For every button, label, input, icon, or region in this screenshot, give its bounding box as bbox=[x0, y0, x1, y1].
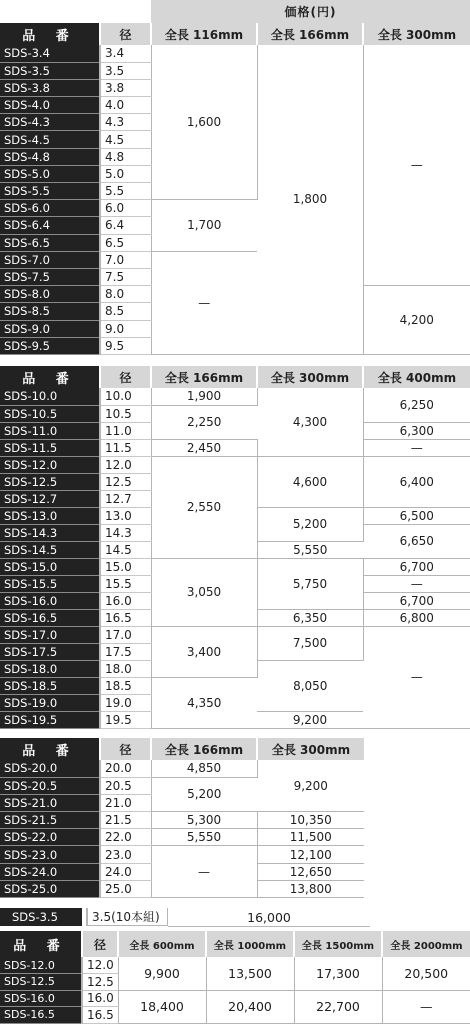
diameter: 18.5 bbox=[100, 677, 151, 694]
diameter: 6.0 bbox=[100, 200, 151, 217]
part-number: SDS-15.5 bbox=[0, 575, 100, 592]
diameter: 8.0 bbox=[100, 286, 151, 303]
price-cell: 9,200 bbox=[257, 760, 364, 812]
part-number: SDS-4.8 bbox=[0, 148, 100, 165]
price-cell: 13,800 bbox=[257, 880, 364, 897]
diameter: 18.0 bbox=[100, 660, 151, 677]
part-number: SDS-16.0 bbox=[0, 592, 100, 609]
diameter: 16.0 bbox=[82, 990, 118, 1007]
price-cell: 6,700 bbox=[363, 592, 470, 609]
price-cell: 17,300 bbox=[294, 957, 382, 990]
diameter: 12.0 bbox=[82, 957, 118, 974]
price-cell: 10,350 bbox=[257, 812, 364, 829]
header-length: 全長 300mm bbox=[257, 738, 364, 760]
table-row bbox=[0, 45, 470, 62]
diameter: 16.5 bbox=[100, 609, 151, 626]
diameter: 3.4 bbox=[100, 45, 151, 62]
part-number: SDS-16.5 bbox=[0, 1007, 82, 1024]
price-cell: 6,250 bbox=[363, 388, 470, 422]
header-length: 全長 166mm bbox=[151, 366, 257, 388]
diameter: 9.5 bbox=[100, 337, 151, 354]
part-number: SDS-11.5 bbox=[0, 439, 100, 456]
price-cell: 4,200 bbox=[363, 286, 470, 355]
header-length: 全長 300mm bbox=[257, 366, 363, 388]
part-number: SDS-15.0 bbox=[0, 558, 100, 575]
part-number: SDS-17.0 bbox=[0, 626, 100, 643]
price-cell: 4,300 bbox=[257, 388, 363, 456]
set-diameter: 3.5(10本組) bbox=[86, 908, 168, 926]
diameter: 16.0 bbox=[100, 592, 151, 609]
part-number: SDS-20.5 bbox=[0, 777, 100, 794]
price-cell: 13,500 bbox=[206, 957, 294, 990]
part-number: SDS-16.0 bbox=[0, 990, 82, 1007]
diameter: 15.5 bbox=[100, 575, 151, 592]
part-number: SDS-21.5 bbox=[0, 812, 100, 829]
price-cell: 5,300 bbox=[151, 812, 257, 829]
diameter: 4.8 bbox=[100, 148, 151, 165]
price-cell: 9,200 bbox=[257, 711, 363, 728]
diameter: 22.0 bbox=[100, 829, 151, 846]
price-cell: 18,400 bbox=[118, 990, 206, 1023]
part-number: SDS-3.4 bbox=[0, 45, 100, 62]
diameter: 19.0 bbox=[100, 694, 151, 711]
part-number: SDS-12.0 bbox=[0, 957, 82, 974]
price-cell: 4,350 bbox=[151, 677, 257, 728]
header-diameter: 径 bbox=[100, 23, 151, 45]
price-cell: 12,650 bbox=[257, 863, 364, 880]
price-cell: — bbox=[363, 575, 470, 592]
diameter: 17.5 bbox=[100, 643, 151, 660]
diameter: 20.0 bbox=[100, 760, 151, 777]
diameter: 5.0 bbox=[100, 165, 151, 182]
part-number: SDS-3.5 bbox=[0, 62, 100, 79]
price-cell: 11,500 bbox=[257, 829, 364, 846]
part-number: SDS-16.5 bbox=[0, 609, 100, 626]
part-number: SDS-10.0 bbox=[0, 388, 100, 405]
price-cell: — bbox=[363, 439, 470, 456]
diameter: 7.5 bbox=[100, 268, 151, 285]
part-number: SDS-12.0 bbox=[0, 456, 100, 473]
price-cell: 2,550 bbox=[151, 456, 257, 558]
price-cell: 6,800 bbox=[363, 609, 470, 626]
header-length: 全長 1500mm bbox=[294, 931, 382, 957]
price-cell: 1,600 bbox=[151, 45, 257, 200]
diameter: 12.5 bbox=[82, 974, 118, 991]
table-row bbox=[0, 812, 364, 829]
diameter: 12.0 bbox=[100, 456, 151, 473]
part-number: SDS-17.5 bbox=[0, 643, 100, 660]
header-length: 全長 1000mm bbox=[206, 931, 294, 957]
part-number: SDS-21.0 bbox=[0, 794, 100, 811]
header-part-number: 品 番 bbox=[0, 738, 100, 760]
diameter: 8.5 bbox=[100, 303, 151, 320]
part-number: SDS-24.0 bbox=[0, 863, 100, 880]
part-number: SDS-9.0 bbox=[0, 320, 100, 337]
price-cell: 7,500 bbox=[257, 626, 363, 660]
diameter: 15.0 bbox=[100, 558, 151, 575]
price-cell: 1,700 bbox=[151, 200, 257, 252]
price-table-1 bbox=[0, 23, 470, 355]
header-length: 全長 116mm bbox=[151, 23, 257, 45]
diameter: 17.0 bbox=[100, 626, 151, 643]
diameter: 6.4 bbox=[100, 217, 151, 234]
part-number: SDS-10.5 bbox=[0, 405, 100, 422]
part-number: SDS-5.5 bbox=[0, 183, 100, 200]
header-length: 全長 600mm bbox=[118, 931, 206, 957]
header-length: 全長 166mm bbox=[257, 23, 363, 45]
price-cell: 9,900 bbox=[118, 957, 206, 990]
part-number: SDS-25.0 bbox=[0, 880, 100, 897]
price-cell: 6,400 bbox=[363, 456, 470, 507]
header-part-number: 品 番 bbox=[0, 23, 100, 45]
part-number: SDS-8.5 bbox=[0, 303, 100, 320]
diameter: 21.5 bbox=[100, 812, 151, 829]
price-cell: — bbox=[382, 990, 470, 1023]
price-cell: — bbox=[363, 626, 470, 728]
price-header: 価格(円) bbox=[151, 0, 470, 23]
part-number: SDS-12.7 bbox=[0, 490, 100, 507]
diameter: 10.0 bbox=[100, 388, 151, 405]
price-cell: 2,250 bbox=[151, 405, 257, 439]
set-name: SDS-3.5 bbox=[0, 908, 82, 926]
diameter: 12.5 bbox=[100, 473, 151, 490]
diameter: 13.0 bbox=[100, 507, 151, 524]
price-cell: 2,450 bbox=[151, 439, 257, 456]
price-cell: 12,100 bbox=[257, 846, 364, 863]
part-number: SDS-22.0 bbox=[0, 829, 100, 846]
price-cell: 1,800 bbox=[257, 45, 363, 354]
price-cell: 5,200 bbox=[151, 777, 257, 811]
table-row bbox=[0, 990, 470, 1007]
price-cell: 20,400 bbox=[206, 990, 294, 1023]
part-number: SDS-11.0 bbox=[0, 422, 100, 439]
header-length: 全長 166mm bbox=[151, 738, 257, 760]
part-number: SDS-5.0 bbox=[0, 165, 100, 182]
part-number: SDS-23.0 bbox=[0, 846, 100, 863]
header-length: 全長 300mm bbox=[363, 23, 470, 45]
diameter: 6.5 bbox=[100, 234, 151, 251]
price-cell: 6,500 bbox=[363, 507, 470, 524]
price-cell: — bbox=[363, 45, 470, 286]
header-diameter: 径 bbox=[100, 366, 151, 388]
diameter: 11.0 bbox=[100, 422, 151, 439]
diameter: 20.5 bbox=[100, 777, 151, 794]
part-number: SDS-12.5 bbox=[0, 473, 100, 490]
price-table-2 bbox=[0, 366, 470, 729]
part-number: SDS-6.0 bbox=[0, 200, 100, 217]
diameter: 12.7 bbox=[100, 490, 151, 507]
diameter: 25.0 bbox=[100, 880, 151, 897]
part-number: SDS-3.8 bbox=[0, 79, 100, 96]
part-number: SDS-20.0 bbox=[0, 760, 100, 777]
diameter: 16.5 bbox=[82, 1007, 118, 1024]
header-diameter: 径 bbox=[82, 931, 118, 957]
price-cell: — bbox=[151, 846, 257, 898]
table-row bbox=[0, 388, 470, 405]
diameter: 4.0 bbox=[100, 97, 151, 114]
price-cell: 6,650 bbox=[363, 524, 470, 558]
price-cell: 20,500 bbox=[382, 957, 470, 990]
set-row bbox=[0, 908, 370, 926]
table-row bbox=[0, 846, 364, 863]
table-row bbox=[0, 957, 470, 974]
part-number: SDS-12.5 bbox=[0, 974, 82, 991]
part-number: SDS-14.5 bbox=[0, 541, 100, 558]
part-number: SDS-4.0 bbox=[0, 97, 100, 114]
price-cell: 6,300 bbox=[363, 422, 470, 439]
diameter: 14.3 bbox=[100, 524, 151, 541]
part-number: SDS-4.5 bbox=[0, 131, 100, 148]
price-cell: 5,550 bbox=[151, 829, 257, 846]
part-number: SDS-19.5 bbox=[0, 711, 100, 728]
set-price: 16,000 bbox=[168, 908, 370, 927]
diameter: 3.5 bbox=[100, 62, 151, 79]
part-number: SDS-14.3 bbox=[0, 524, 100, 541]
price-cell: 3,400 bbox=[151, 626, 257, 677]
table-row bbox=[0, 439, 470, 456]
diameter: 10.5 bbox=[100, 405, 151, 422]
price-cell: 4,850 bbox=[151, 760, 257, 777]
diameter: 9.0 bbox=[100, 320, 151, 337]
price-cell: 8,050 bbox=[257, 660, 363, 711]
diameter: 3.8 bbox=[100, 79, 151, 96]
table-row bbox=[0, 558, 470, 575]
header-part-number: 品 番 bbox=[0, 366, 100, 388]
price-cell: 6,350 bbox=[257, 609, 363, 626]
part-number: SDS-6.4 bbox=[0, 217, 100, 234]
header-diameter: 径 bbox=[100, 738, 151, 760]
price-table-4 bbox=[0, 931, 470, 1024]
price-cell: 4,600 bbox=[257, 456, 363, 507]
price-cell: — bbox=[151, 251, 257, 354]
price-cell: 5,750 bbox=[257, 558, 363, 609]
price-cell: 6,700 bbox=[363, 558, 470, 575]
part-number: SDS-6.5 bbox=[0, 234, 100, 251]
header-length: 全長 2000mm bbox=[382, 931, 470, 957]
diameter: 4.3 bbox=[100, 114, 151, 131]
part-number: SDS-19.0 bbox=[0, 694, 100, 711]
price-cell: 1,900 bbox=[151, 388, 257, 405]
header-part-number: 品 番 bbox=[0, 931, 82, 957]
diameter: 21.0 bbox=[100, 794, 151, 811]
price-cell: 3,050 bbox=[151, 558, 257, 626]
part-number: SDS-7.5 bbox=[0, 268, 100, 285]
part-number: SDS-13.0 bbox=[0, 507, 100, 524]
diameter: 24.0 bbox=[100, 863, 151, 880]
price-cell: 5,200 bbox=[257, 507, 363, 541]
table-row bbox=[0, 456, 470, 473]
diameter: 23.0 bbox=[100, 846, 151, 863]
diameter: 14.5 bbox=[100, 541, 151, 558]
part-number: SDS-8.0 bbox=[0, 286, 100, 303]
header-length: 全長 400mm bbox=[363, 366, 470, 388]
table-row bbox=[0, 626, 470, 643]
part-number: SDS-9.5 bbox=[0, 337, 100, 354]
part-number: SDS-18.0 bbox=[0, 660, 100, 677]
price-table-3 bbox=[0, 738, 364, 898]
price-cell: 5,550 bbox=[257, 541, 363, 558]
table-row bbox=[0, 829, 364, 846]
part-number: SDS-18.5 bbox=[0, 677, 100, 694]
diameter: 5.5 bbox=[100, 183, 151, 200]
diameter: 4.5 bbox=[100, 131, 151, 148]
diameter: 19.5 bbox=[100, 711, 151, 728]
diameter: 11.5 bbox=[100, 439, 151, 456]
table-row bbox=[0, 760, 364, 777]
price-cell: 22,700 bbox=[294, 990, 382, 1023]
part-number: SDS-4.3 bbox=[0, 114, 100, 131]
part-number: SDS-7.0 bbox=[0, 251, 100, 268]
diameter: 7.0 bbox=[100, 251, 151, 268]
